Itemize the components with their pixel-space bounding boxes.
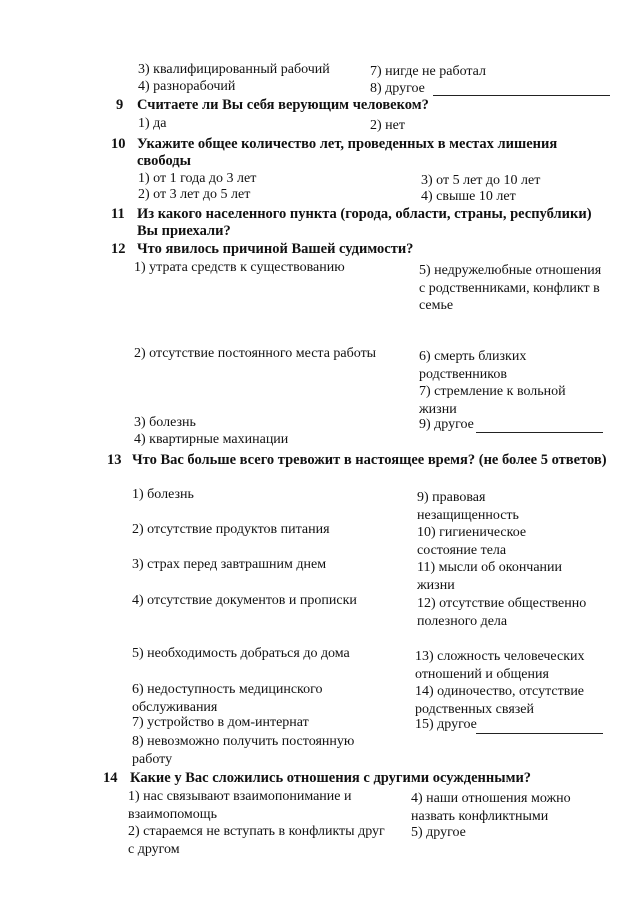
q13-question: Что Вас больше всего тревожит в настоящее время? (не более 5 ответов): [132, 452, 607, 468]
q13-option-12: 12) отсутствие общественно полезного дела: [417, 596, 587, 629]
q11-question: Из какого населенного пункта (города, области, страны, республики) Вы приехали?: [137, 206, 592, 239]
q14-option-2: 2) стараемся не вступать в конфликты друг с другом: [128, 824, 385, 857]
q8-option-8: 8) другое: [370, 81, 425, 96]
q14-option-5: 5) другое: [411, 825, 466, 840]
q13-other-blank[interactable]: [476, 733, 603, 734]
q13-option-14: 14) одиночество, отсутствие родственных связей: [415, 684, 585, 717]
q12-option-1: 1) утрата средств к существованию: [134, 260, 345, 275]
q11-number: 11: [111, 206, 125, 222]
q8-option-3: 3) квалифицированный рабочий: [138, 62, 330, 77]
q12-option-3: 3) болезнь: [134, 415, 196, 430]
q13-option-11: 11) мысли об окончании жизни: [417, 560, 563, 593]
q9-question: Считаете ли Вы себя верующим человеком?: [137, 97, 429, 113]
q14-question: Какие у Вас сложились отношения с другими осужденными?: [130, 770, 532, 786]
q14-option-1: 1) нас связывают взаимопонимание и взаимопомощь: [128, 789, 352, 822]
q12-question: Что явилось причиной Вашей судимости?: [137, 241, 414, 257]
q8-option-7: 7) нигде не работал: [370, 64, 486, 79]
q13-option-15: 15) другое: [415, 717, 477, 732]
q13-option-9: 9) правовая незащищенность: [417, 490, 519, 523]
q13-option-5: 5) необходимость добраться до дома: [132, 646, 350, 661]
q13-option-3: 3) страх перед завтрашним днем: [132, 557, 327, 572]
q9-option-2: 2) нет: [370, 118, 405, 133]
q13-option-7: 7) устройство в дом-интернат: [132, 715, 309, 730]
q12-number: 12: [111, 241, 126, 257]
q10-option-4: 4) свыше 10 лет: [421, 189, 516, 204]
q13-option-1: 1) болезнь: [132, 487, 194, 502]
q13-option-4: 4) отсутствие документов и прописки: [132, 593, 357, 608]
q12-option-2: 2) отсутствие постоянного места работы: [134, 346, 377, 361]
q13-option-8: 8) невозможно получить постоянную работу: [132, 734, 355, 767]
q12-option-7: 7) стремление к вольной жизни: [419, 384, 566, 417]
q12-option-4: 4) квартирные махинации: [134, 432, 289, 447]
q10-option-2: 2) от 3 лет до 5 лет: [138, 187, 251, 202]
q10-option-1: 1) от 1 года до 3 лет: [138, 171, 257, 186]
q13-number: 13: [107, 452, 122, 468]
q8-option-4: 4) разнорабочий: [138, 79, 236, 94]
q14-number: 14: [103, 770, 118, 786]
q10-question: Укажите общее количество лет, проведенных в местах лишения свободы: [137, 136, 558, 169]
q8-other-blank[interactable]: [433, 95, 610, 96]
q12-option-5: 5) недружелюбные отношения с родственниками, конфликт в семье: [419, 263, 602, 313]
q9-number: 9: [116, 97, 124, 113]
q12-other-blank[interactable]: [476, 432, 603, 433]
q10-number: 10: [111, 136, 126, 152]
q10-option-3: 3) от 5 лет до 10 лет: [421, 173, 541, 188]
q12-option-6: 6) смерть близких родственников: [419, 349, 527, 382]
q13-option-6: 6) недоступность медицинского обслуживания: [132, 682, 323, 715]
q12-option-9: 9) другое: [419, 417, 474, 432]
q13-option-2: 2) отсутствие продуктов питания: [132, 522, 330, 537]
q14-option-4: 4) наши отношения можно назвать конфликтными: [411, 791, 571, 824]
q13-option-13: 13) сложность человеческих отношений и общения: [415, 649, 585, 682]
q13-option-10: 10) гигиеническое состояние тела: [417, 525, 527, 558]
q9-option-1: 1) да: [138, 116, 167, 131]
